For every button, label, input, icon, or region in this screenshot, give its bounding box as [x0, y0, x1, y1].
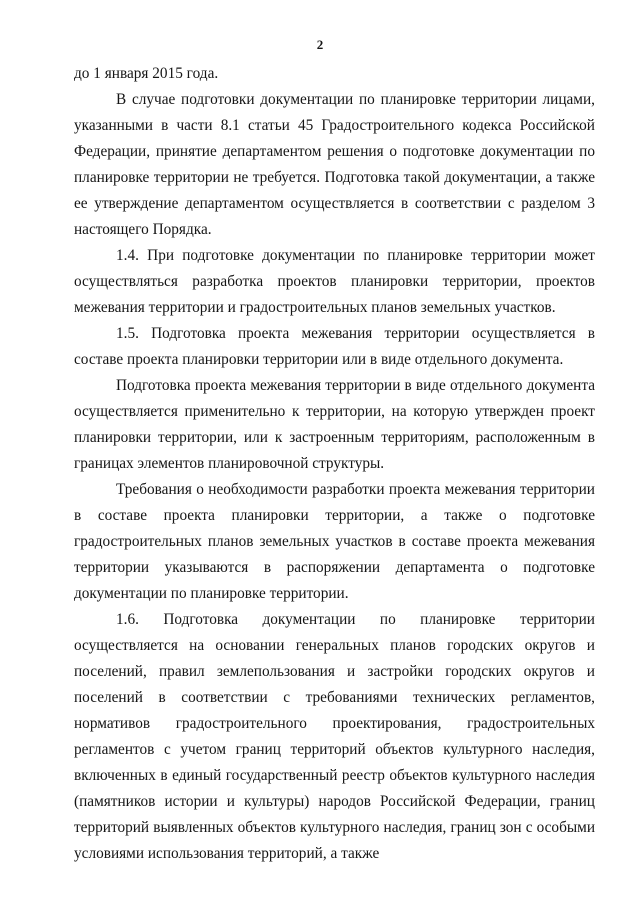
paragraph-1-6: 1.6. Подготовка документации по планировке территории осуществляется на основании генеральных планов городских округов и поселений, правил землепользования и застройки городских округов и поселений в соответствии с требованиями технических регламентов, нормативов градостроительного проектирования, градостроительных регламентов с учетом границ территорий объектов культурного наследия, включенных в единый государственный реестр объектов культурного наследия (памятников истории и культуры) народов Российской Федерации, границ территорий выявленных объектов культурного наследия, границ зон с особыми условиями использования территорий, а также: [74, 611, 595, 862]
document-body: [74, 61, 595, 867]
paragraph-separate-document: Подготовка проекта межевания территории в виде отдельного документа осуществляется применительно к территории, на которую утвержден проект планировки территории, или к застроенным территориям, расположенным в границах элементов планировочной структуры.: [74, 377, 595, 472]
paragraph-1-5: 1.5. Подготовка проекта межевания территории осуществляется в составе проекта планировки территории или в виде отдельного документа.: [74, 325, 595, 368]
paragraph-1-4: 1.4. При подготовке документации по планировке территории может осуществляться разработка проектов планировки территории, проектов межевания территории и градостроительных планов земельных участков.: [74, 247, 595, 316]
paragraph-continuation: до 1 января 2015 года.: [74, 65, 219, 82]
page-number: 2: [316, 37, 324, 52]
paragraph-requirements: Требования о необходимости разработки проекта межевания территории в составе проекта планировки территории, а также о подготовке градостроительных планов земельных участков в составе проекта межевания территории указываются в распоряжении департамента о подготовке документации по планировке территории.: [74, 481, 595, 602]
paragraph-special-case: В случае подготовки документации по планировке территории лицами, указанными в части 8.1 статьи 45 Градостроительного кодекса Российской Федерации, принятие департаментом решения о подготовке документации по планировке территории не требуется. Подготовка такой документации, а также ее утверждение департаментом осуществляется в соответствии с разделом 3 настоящего Порядка.: [74, 91, 595, 238]
